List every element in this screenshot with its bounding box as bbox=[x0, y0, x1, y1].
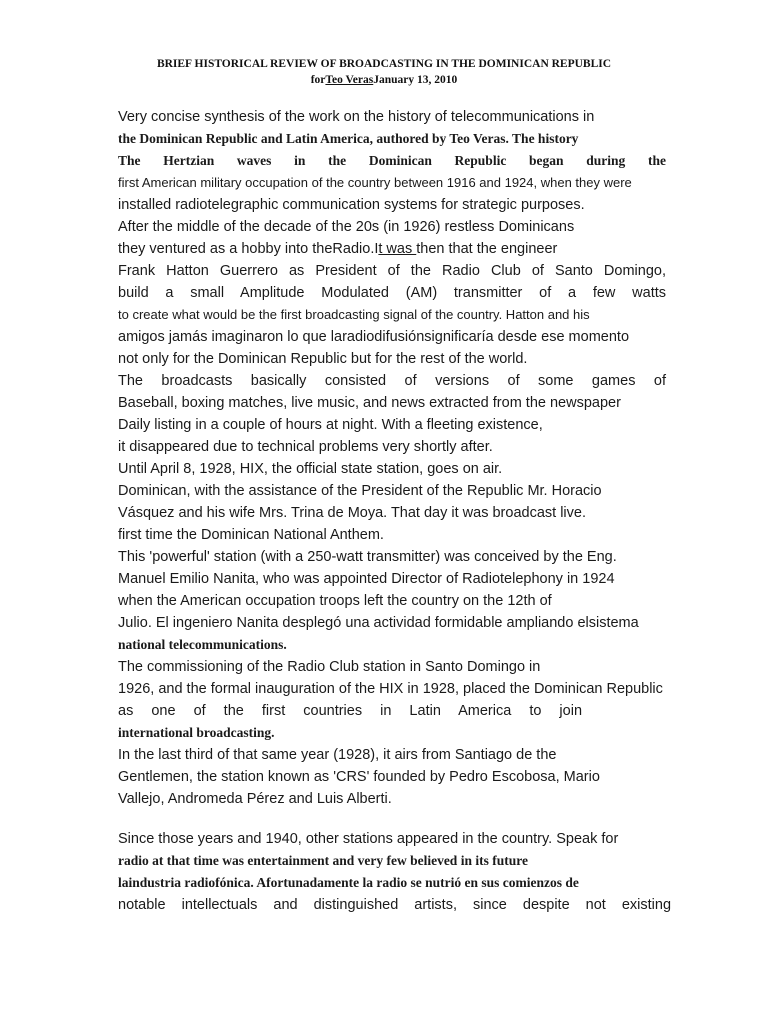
text-line: Gentlemen, the station known as 'CRS' founded by Pedro Escobosa, Mario bbox=[118, 769, 600, 785]
text-line: first time the Dominican National Anthem. bbox=[118, 527, 384, 543]
text-line: 1926, and the formal inauguration of the HIX in 1928, placed the Dominican Republic bbox=[118, 681, 663, 697]
text-line: first American military occupation of the country between 1916 and 1924, when they were bbox=[118, 175, 632, 190]
text-line: when the American occupation troops left the country on the 12th of bbox=[118, 593, 552, 609]
document-byline bbox=[0, 72, 768, 88]
text-line: build a small Amplitude Modulated (AM) transmitter of a few watts bbox=[118, 285, 666, 301]
text-line: the Dominican Republic and Latin America, authored by Teo Veras. The history bbox=[118, 131, 579, 146]
text-line: notable intellectuals and distinguished artists, since despite not existing bbox=[118, 897, 672, 913]
text-line: Julio. El ingeniero Nanita desplegó una actividad formidable ampliando elsistema bbox=[118, 615, 639, 631]
text-line: laindustria radiofónica. Afortunadamente la radio se nutrió en sus comienzos de bbox=[118, 875, 579, 890]
text-line: as one of the first countries in Latin America to join bbox=[118, 703, 583, 719]
text-line: Baseball, boxing matches, live music, and news extracted from the newspaper bbox=[118, 395, 621, 411]
text-line: national telecommunications. bbox=[118, 637, 287, 652]
text-line: The commissioning of the Radio Club station in Santo Domingo in bbox=[118, 659, 541, 675]
text-line: to create what would be the first broadcasting signal of the country. Hatton and his bbox=[118, 307, 590, 322]
underlined-text: t was bbox=[378, 241, 417, 257]
document-body bbox=[118, 106, 672, 916]
text-line: Daily listing in a couple of hours at night. With a fleeting existence, bbox=[118, 417, 543, 433]
text-line: it disappeared due to technical problems very shortly after. bbox=[118, 439, 493, 455]
text-line: they ventured as a hobby into theRadio.It was then that the engineer bbox=[118, 241, 558, 257]
text-line: Frank Hatton Guerrero as President of the Radio Club of Santo Domingo, bbox=[118, 263, 666, 279]
text-line: installed radiotelegraphic communication systems for strategic purposes. bbox=[118, 197, 585, 213]
text-line: Dominican, with the assistance of the President of the Republic Mr. Horacio bbox=[118, 483, 602, 499]
text-line: The broadcasts basically consisted of versions of some games of bbox=[118, 373, 666, 389]
text-line: This 'powerful' station (with a 250-watt transmitter) was conceived by the Eng. bbox=[118, 549, 617, 565]
text-line: Manuel Emilio Nanita, who was appointed Director of Radiotelephony in 1924 bbox=[118, 571, 615, 587]
text-line: The Hertzian waves in the Dominican Republic began during the bbox=[118, 153, 666, 168]
text-line: After the middle of the decade of the 20s (in 1926) restless Dominicans bbox=[118, 219, 575, 235]
title-line-1: BRIEF HISTORICAL REVIEW OF BROADCASTING IN THE DOMINICAN REPUBLIC bbox=[156, 58, 612, 70]
byline-date: January 13, 2010 bbox=[373, 74, 458, 86]
text-line: amigos jamás imaginaron lo que laradiodifusiónsignificaría desde ese momento bbox=[118, 329, 630, 345]
document-title bbox=[0, 56, 768, 72]
text-line: Vallejo, Andromeda Pérez and Luis Alberti. bbox=[118, 791, 392, 807]
text-line: not only for the Dominican Republic but for the rest of the world. bbox=[118, 351, 528, 367]
text-line: Until April 8, 1928, HIX, the official state station, goes on air. bbox=[118, 461, 503, 477]
byline-prefix: for bbox=[310, 74, 326, 86]
text-line: Vásquez and his wife Mrs. Trina de Moya. That day it was broadcast live. bbox=[118, 505, 586, 521]
text-line: Since those years and 1940, other stations appeared in the country. Speak for bbox=[118, 831, 619, 847]
text-line: Very concise synthesis of the work on the history of telecommunications in bbox=[118, 109, 595, 125]
text-line: international broadcasting. bbox=[118, 725, 275, 740]
byline-author: Teo Veras bbox=[325, 74, 374, 86]
text-line: In the last third of that same year (1928), it airs from Santiago de the bbox=[118, 747, 557, 763]
text-line: radio at that time was entertainment and very few believed in its future bbox=[118, 853, 528, 868]
